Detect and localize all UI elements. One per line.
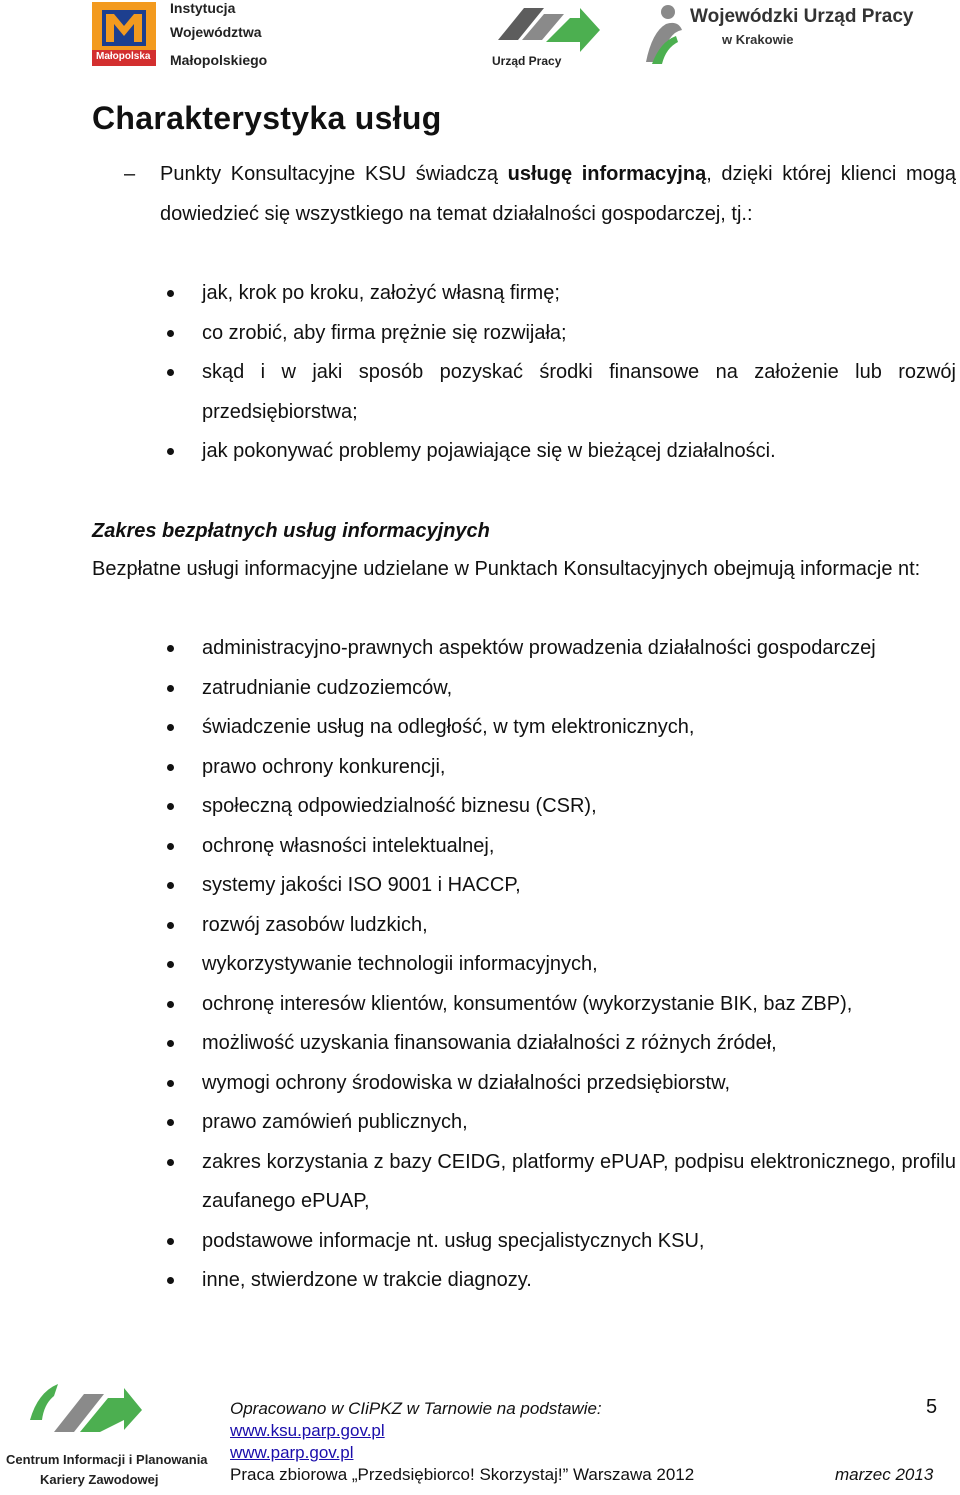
page-number: 5	[926, 1396, 938, 1418]
list-item	[0, 274, 956, 314]
list-item-text: wymogi ochrony środowiska w działalności przedsiębiorstw,	[202, 1071, 730, 1094]
list-item	[0, 1261, 956, 1301]
list-item-text: administracyjno-prawnych aspektów prowadzenia działalności gospodarczej	[202, 637, 876, 659]
list-item	[0, 432, 956, 472]
bullet-icon	[167, 1238, 174, 1245]
bullet-icon	[167, 645, 174, 652]
page-title: Charakterystyka usług	[92, 100, 442, 136]
intro-text-after: , dzięki której klienci mogą dowiedzieć się wszystkiego na temat działalności gospodarczej, tj.:	[160, 163, 956, 225]
wup-title: Wojewódzki Urząd Pracy	[690, 6, 914, 27]
bullet-icon	[167, 764, 174, 771]
wup-subtitle: w Krakowie	[722, 32, 794, 47]
list-item-text: zakres korzystania z bazy CEIDG, platformy ePUAP, podpisu elektronicznego, profilu zaufanego ePUAP,	[202, 1150, 956, 1212]
list-item-text: zatrudnianie cudzoziemców,	[202, 676, 453, 699]
list-item	[0, 1103, 956, 1143]
page-footer	[0, 1370, 960, 1495]
list-item-text: świadczenie usług na odległość, w tym elektronicznych,	[202, 716, 695, 738]
list-item	[0, 748, 956, 788]
intro-text-bold: usługę informacyjną	[507, 163, 707, 185]
bullet-icon	[167, 1159, 174, 1166]
header-logos	[0, 0, 960, 80]
bullet-icon	[167, 1119, 174, 1126]
list-item-text: podstawowe informacje nt. usług specjalistycznych KSU,	[202, 1229, 705, 1252]
bullet-icon	[167, 724, 174, 731]
list-item	[0, 787, 956, 827]
footer-date: marzec 2013	[835, 1465, 934, 1484]
bullet-icon	[167, 961, 174, 968]
ciipkz-name-line-2: Kariery Zawodowej	[40, 1472, 159, 1487]
intro-text-before: Punkty Konsultacyjne KSU świadczą	[160, 163, 508, 185]
list-item-text: prawo zamówień publicznych,	[202, 1111, 468, 1133]
list-item-text: rozwój zasobów ludzkich,	[202, 913, 428, 936]
institution-line-3: Małopolskiego	[170, 52, 268, 68]
list-item-text: jak pokonywać problemy pojawiające się w bieżącej działalności.	[202, 440, 776, 462]
list-item	[0, 1222, 956, 1262]
list-item	[0, 827, 956, 867]
list-item-text: co zrobić, aby firma prężnie się rozwijała;	[202, 321, 567, 344]
list-item	[0, 866, 956, 906]
bullet-icon	[167, 922, 174, 929]
list-item	[0, 985, 956, 1025]
list-item	[0, 353, 956, 432]
list-item-text: skąd i w jaki sposób pozyskać środki finansowe na założenie lub rozwój przedsiębiorstwa;	[202, 361, 956, 423]
source-citation: Praca zbiorowa „Przedsiębiorco! Skorzystaj!” Warszawa 2012	[230, 1465, 695, 1484]
prepared-by: Opracowano w CIiPKZ w Tarnowie na podstawie:	[230, 1399, 602, 1418]
bullet-icon	[167, 330, 174, 337]
bullet-icon	[167, 803, 174, 810]
ciipkz-logo	[24, 1374, 144, 1444]
institution-line-1: Instytucja	[170, 0, 236, 16]
ciipkz-arrows-icon	[24, 1374, 144, 1444]
dash-marker: –	[124, 163, 136, 185]
list-item-text: ochronę interesów klientów, konsumentów (wykorzystanie BIK, baz ZBP),	[202, 992, 853, 1015]
list-item-text: możliwość uzyskania finansowania działalności z różnych źródeł,	[202, 1032, 777, 1054]
bullet-icon	[167, 448, 174, 455]
list-item	[0, 629, 956, 669]
how-to-list	[0, 274, 956, 472]
list-item-text: ochronę własności intelektualnej,	[202, 834, 495, 857]
link-ksu[interactable]: www.ksu.parp.gov.pl	[230, 1421, 385, 1440]
list-item	[0, 906, 956, 946]
wup-figure-icon	[638, 2, 688, 68]
wup-logo	[638, 2, 688, 68]
list-item	[0, 314, 956, 354]
malopolska-logo	[92, 2, 156, 66]
bullet-icon	[167, 1080, 174, 1087]
intro-paragraph	[160, 155, 956, 234]
bullet-icon	[167, 685, 174, 692]
list-item-text: inne, stwierdzone w trakcie diagnozy.	[202, 1269, 532, 1291]
section-intro: Bezpłatne usługi informacyjne udzielane w Punktach Konsultacyjnych obejmują informacje nt:	[92, 558, 921, 580]
link-parp[interactable]: www.parp.gov.pl	[230, 1443, 354, 1462]
urzad-pracy-caption: Urząd Pracy	[492, 54, 562, 68]
malopolska-badge-label: Małopolska	[96, 51, 151, 62]
urzad-pracy-logo	[488, 2, 608, 62]
list-item	[0, 1024, 956, 1064]
bullet-icon	[167, 369, 174, 376]
list-item	[0, 1064, 956, 1104]
list-item-text: wykorzystywanie technologii informacyjnych,	[202, 953, 598, 975]
services-list	[0, 629, 956, 1301]
bullet-icon	[167, 1277, 174, 1284]
section-title: Zakres bezpłatnych usług informacyjnych	[92, 520, 490, 542]
list-item	[0, 669, 956, 709]
list-item-text: systemy jakości ISO 9001 i HACCP,	[202, 874, 521, 896]
list-item	[0, 945, 956, 985]
list-item-text: społeczną odpowiedzialność biznesu (CSR),	[202, 795, 597, 817]
bullet-icon	[167, 843, 174, 850]
urzad-pracy-arrow-icon	[488, 2, 608, 62]
bullet-icon	[167, 1040, 174, 1047]
list-item-text: jak, krok po kroku, założyć własną firmę;	[202, 282, 560, 304]
ciipkz-name-line-1: Centrum Informacji i Planowania	[6, 1452, 208, 1467]
bullet-icon	[167, 1001, 174, 1008]
bullet-icon	[167, 882, 174, 889]
list-item	[0, 708, 956, 748]
list-item-text: prawo ochrony konkurencji,	[202, 755, 446, 778]
institution-line-2: Województwa	[170, 24, 262, 40]
bullet-icon	[167, 290, 174, 297]
list-item	[0, 1143, 956, 1222]
